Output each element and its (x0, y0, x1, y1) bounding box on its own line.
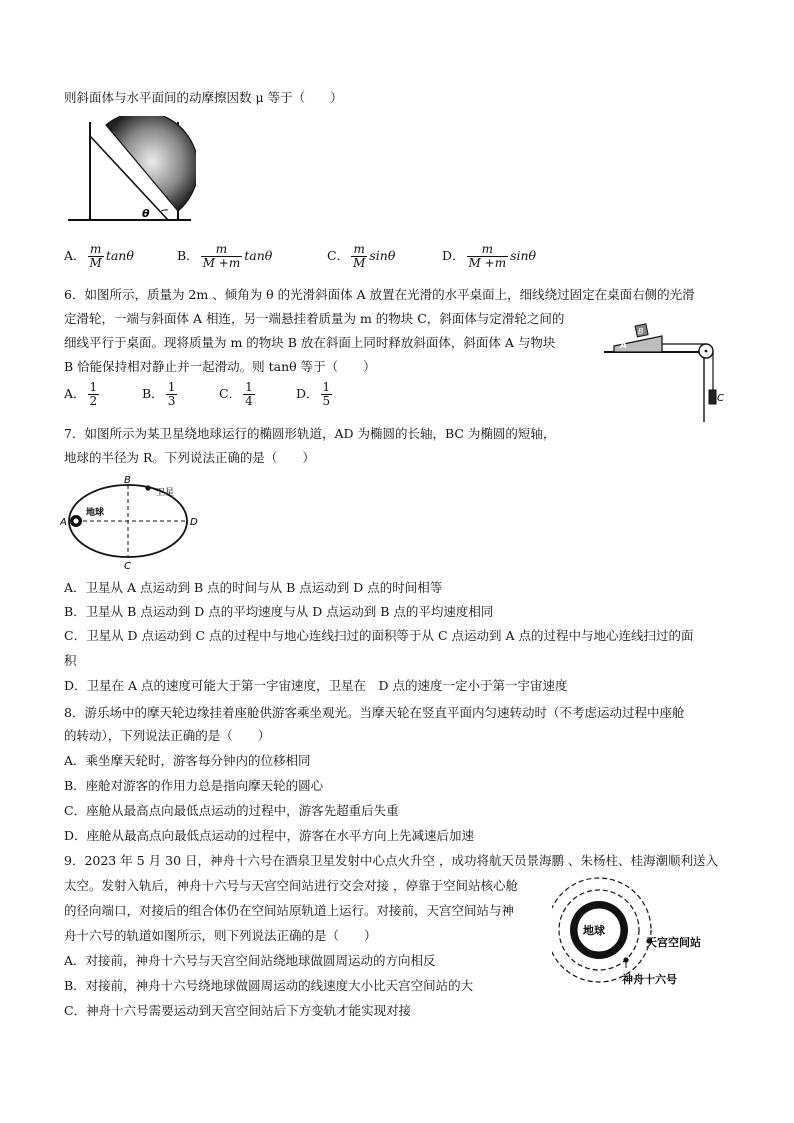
q7-line-2: 地球的半径为 R。下列说法正确的是（ ） (64, 450, 315, 465)
fraction: $\frac{1}{3}$ (167, 380, 176, 408)
satellite (145, 485, 150, 490)
fraction: $\frac{1}{5}$ (322, 380, 331, 408)
q9-figure (552, 876, 742, 1016)
q9-option-c[interactable]: C．神舟十六号需要运动到天宫空间站后下方变轨才能实现对接 (64, 1003, 412, 1018)
q5-option-d[interactable] (442, 243, 536, 270)
q9-line-2: 太空。发射入轨后，神舟十六号与天宫空间站进行交会对接 ，停靠于空间站核心舱 (64, 878, 518, 893)
fraction: $\frac{1}{4}$ (245, 380, 253, 408)
earth-label: 地球 (583, 924, 605, 937)
option-letter: A． (64, 386, 86, 401)
trig-function: sinθ (510, 248, 537, 263)
q8-line-2: 的转动），下列说法正确的是（ ） (64, 728, 271, 743)
option-letter: C． (327, 248, 350, 263)
trig-function: tanθ (244, 248, 273, 263)
q7-option-a[interactable]: A．卫星从 A 点运动到 B 点的时间与从 B 点运动到 D 点的时间相等 (64, 580, 443, 595)
q8-line-1: 8．游乐场中的摩天轮边缘挂着座舱供游客乘坐观光。当摩天轮在竖直平面内匀速转动时（不考虑运动过程中座舱 (64, 705, 685, 720)
earth-core (73, 518, 78, 523)
q6-option-b[interactable] (142, 381, 179, 408)
label-b: B (638, 327, 644, 336)
station-label: 天宫空间站 (646, 936, 701, 949)
q7-figure (60, 474, 210, 574)
point-c-label: C (124, 561, 131, 572)
pulley-hub (705, 350, 708, 353)
fraction: $\frac{m}{M}$ (89, 242, 102, 270)
q7-option-c-cont: 积 (64, 653, 77, 668)
point-a-label: A (60, 517, 67, 528)
q7-option-c[interactable]: C．卫星从 D 点运动到 C 点的过程中与地心连线扫过的面积等于从 C 点运动到 A 点的过程中与地心连线扫过的面 (64, 628, 694, 643)
point-d-label: D (190, 517, 198, 528)
fraction: $\frac{1}{2}$ (89, 380, 98, 408)
q6-line-1: 6．如图所示，质量为 2m 、倾角为 θ 的光滑斜面体 A 放置在光滑的水平桌面上，细线绕过固定在桌面右侧的光滑 (64, 287, 695, 302)
option-letter: A． (64, 248, 86, 263)
q6-option-a[interactable] (64, 381, 101, 408)
q7-option-d[interactable]: D．卫星在 A 点的速度可能大于第一宇宙速度，卫星在 D 点的速度一定小于第一宇宙速度 (64, 678, 568, 693)
q9-line-4: 舟十六号的轨道如图所示，则下列说法正确的是（ ） (64, 928, 377, 943)
option-letter: D． (442, 248, 465, 263)
q8-option-c[interactable]: C．座舱从最高点向最低点运动的过程中，游客先超重后失重 (64, 803, 399, 818)
q7-line-1: 7．如图所示为某卫星绕地球运行的椭圆形轨道，AD 为椭圆的长轴，BC 为椭圆的短轴， (64, 426, 556, 441)
q5-option-b[interactable] (177, 243, 272, 270)
q9-line-3: 的径向端口，对接后的组合体仍在空间站原轨道上运行。对接前，天宫空间站与神 (64, 903, 515, 918)
trig-function: sinθ (369, 248, 396, 263)
q6-line-4: B 恰能保持相对静止并一起滑动。则 tanθ 等于（ ） (64, 359, 376, 374)
trig-function: tanθ (105, 248, 134, 263)
half-sphere (106, 116, 196, 211)
shenzhou-label: 神舟十六号 (622, 973, 677, 986)
q7-option-b[interactable]: B．卫星从 B 点运动到 D 点的平均速度与从 D 点运动到 B 点的平均速度相同 (64, 604, 494, 619)
option-letter: B． (142, 386, 164, 401)
q5-figure (66, 116, 196, 228)
satellite-label: 卫星 (156, 488, 175, 498)
block-c (709, 390, 716, 404)
label-a: A (620, 341, 627, 351)
fraction: $\frac{m}{M +m}$ (468, 242, 507, 270)
q6-line-2: 定滑轮，一端与斜面体 A 相连，另一端悬挂着质量为 m 的物块 C，斜面体与定滑轮之间的 (64, 311, 565, 326)
angle-arc (160, 210, 168, 212)
q9-line-1: 9．2023 年 5 月 30 日，神舟十六号在酒泉卫星发射中心点火升空 ，成功将航天员景海鹏 、朱杨柱、桂海潮顺利送入 (64, 853, 718, 868)
option-letter: B． (177, 248, 199, 263)
option-letter: C． (219, 386, 242, 401)
q6-option-c[interactable] (219, 381, 257, 408)
q5-stem: 则斜面体与水平面间的动摩擦因数 μ 等于（ ） (64, 90, 343, 105)
q9-option-b[interactable]: B．对接前，神舟十六号绕地球做圆周运动的线速度大小比天宫空间站的大 (64, 978, 474, 993)
theta-label: θ (142, 207, 150, 220)
q9-option-a[interactable]: A．对接前，神舟十六号与天宫空间站绕地球做圆周运动的方向相反 (64, 953, 436, 968)
fraction: $\frac{m}{M +m}$ (202, 242, 241, 270)
q6-figure (600, 314, 730, 426)
q8-option-b[interactable]: B．座舱对游客的作用力总是指向摩天轮的圆心 (64, 778, 324, 793)
q5-option-c[interactable] (327, 243, 395, 270)
earth-label: 地球 (86, 508, 105, 518)
point-b-label: B (124, 475, 131, 486)
q8-option-a[interactable]: A．乘坐摩天轮时，游客每分钟内的位移相同 (64, 753, 311, 768)
fraction: $\frac{m}{M}$ (353, 242, 366, 270)
q8-option-d[interactable]: D．座舱从最高点向最低点运动的过程中，游客在水平方向上先减速后加速 (64, 828, 475, 843)
q6-line-3: 细线平行于桌面。现将质量为 m 的物块 B 放在斜面上同时释放斜面体，斜面体 A 与物块 (64, 335, 556, 350)
label-c: C (717, 393, 724, 404)
q5-option-a[interactable] (64, 243, 134, 270)
q6-option-d[interactable] (296, 381, 334, 408)
option-letter: D． (296, 386, 319, 401)
